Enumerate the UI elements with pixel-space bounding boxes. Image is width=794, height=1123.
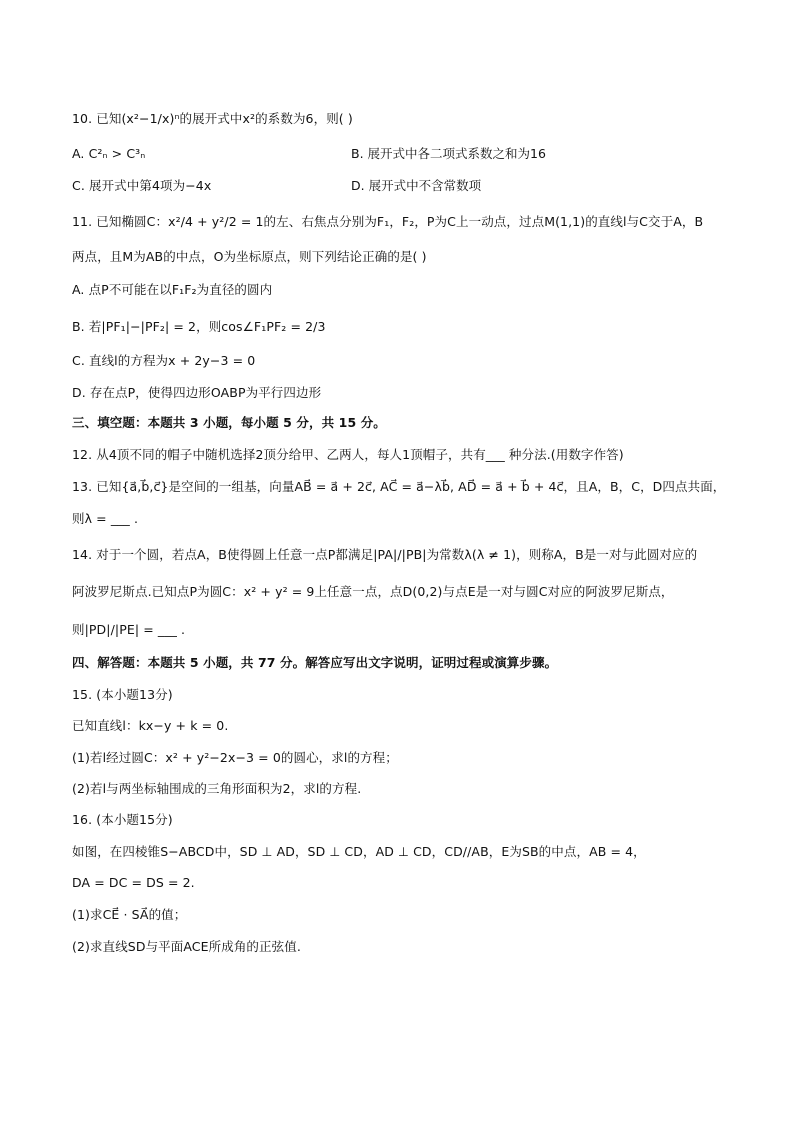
q16-part2: (2)求直线SD与平面ACE所成角的正弦值.	[72, 939, 301, 954]
q11-option-c: C. 直线l的方程为x + 2y−3 = 0	[72, 353, 256, 368]
q16-part1: (1)求CE⃗ · SA⃗的值；	[72, 907, 187, 922]
q11-option-b: B. 若|PF₁|−|PF₂| = 2，则cos∠F₁PF₂ = 2/3	[72, 319, 326, 334]
q11-option-a: A. 点P不可能在以F₁F₂为直径的圆内	[72, 282, 273, 297]
q10-stem: 10. 已知(x²−1/x)ⁿ的展开式中x²的系数为6，则( )	[72, 111, 353, 126]
q11-option-d: D. 存在点P，使得四边形OABP为平行四边形	[72, 385, 322, 400]
q11-stem-line1: 11. 已知椭圆C：x²/4 + y²/2 = 1的左、右焦点分别为F₁，F₂，P为C上一动点，过点M(1,1)的直线l与C交于A，B	[72, 214, 704, 229]
q14-line1: 14. 对于一个圆，若点A，B使得圆上任意一点P都满足|PA|/|PB|为常数λ(λ ≠ 1)，则称A，B是一对与此圆对应的	[72, 547, 698, 562]
q10-option-b: B. 展开式中各二项式系数之和为16	[351, 146, 546, 161]
q15-given: 已知直线l：kx−y + k = 0.	[72, 718, 229, 733]
q16-line2: DA = DC = DS = 2.	[72, 875, 195, 890]
q10-option-c: C. 展开式中第4项为−4x	[72, 178, 212, 193]
q14-line3: 则|PD|/|PE| = ___ .	[72, 622, 186, 637]
q10-option-a: A. C²ₙ > C³ₙ	[72, 146, 146, 161]
q12-text: 12. 从4顶不同的帽子中随机选择2顶分给甲、乙两人，每人1顶帽子，共有___ 种分法.(用数字作答)	[72, 447, 624, 462]
q16-heading: 16. (本小题15分)	[72, 812, 173, 827]
q13-line2: 则λ = ___ .	[72, 511, 139, 526]
q15-part1: (1)若l经过圆C：x² + y²−2x−3 = 0的圆心，求l的方程；	[72, 750, 398, 765]
section-3-heading: 三、填空题：本题共 3 小题，每小题 5 分，共 15 分。	[72, 415, 386, 430]
q11-stem-line2: 两点，且M为AB的中点，O为坐标原点，则下列结论正确的是( )	[72, 249, 427, 264]
q16-line1: 如图，在四棱锥S−ABCD中，SD ⊥ AD，SD ⊥ CD，AD ⊥ CD，CD//AB，E为SB的中点，AB = 4，	[72, 844, 646, 859]
q15-part2: (2)若l与两坐标轴围成的三角形面积为2，求l的方程.	[72, 781, 362, 796]
q15-heading: 15. (本小题13分)	[72, 687, 173, 702]
q10-option-d: D. 展开式中不含常数项	[351, 178, 482, 193]
q13-line1: 13. 已知{a⃗,b⃗,c⃗}是空间的一组基，向量AB⃗ = a⃗ + 2c⃗, AC⃗ = a⃗−λb⃗, AD⃗ = a⃗ + b⃗ + 4c⃗，且A，B，C，D四点共面，	[72, 479, 726, 494]
q14-line2: 阿波罗尼斯点.已知点P为圆C：x² + y² = 9上任意一点，点D(0,2)与点E是一对与圆C对应的阿波罗尼斯点，	[72, 584, 674, 599]
section-4-heading: 四、解答题：本题共 5 小题，共 77 分。解答应写出文字说明，证明过程或演算步骤。	[72, 655, 558, 670]
